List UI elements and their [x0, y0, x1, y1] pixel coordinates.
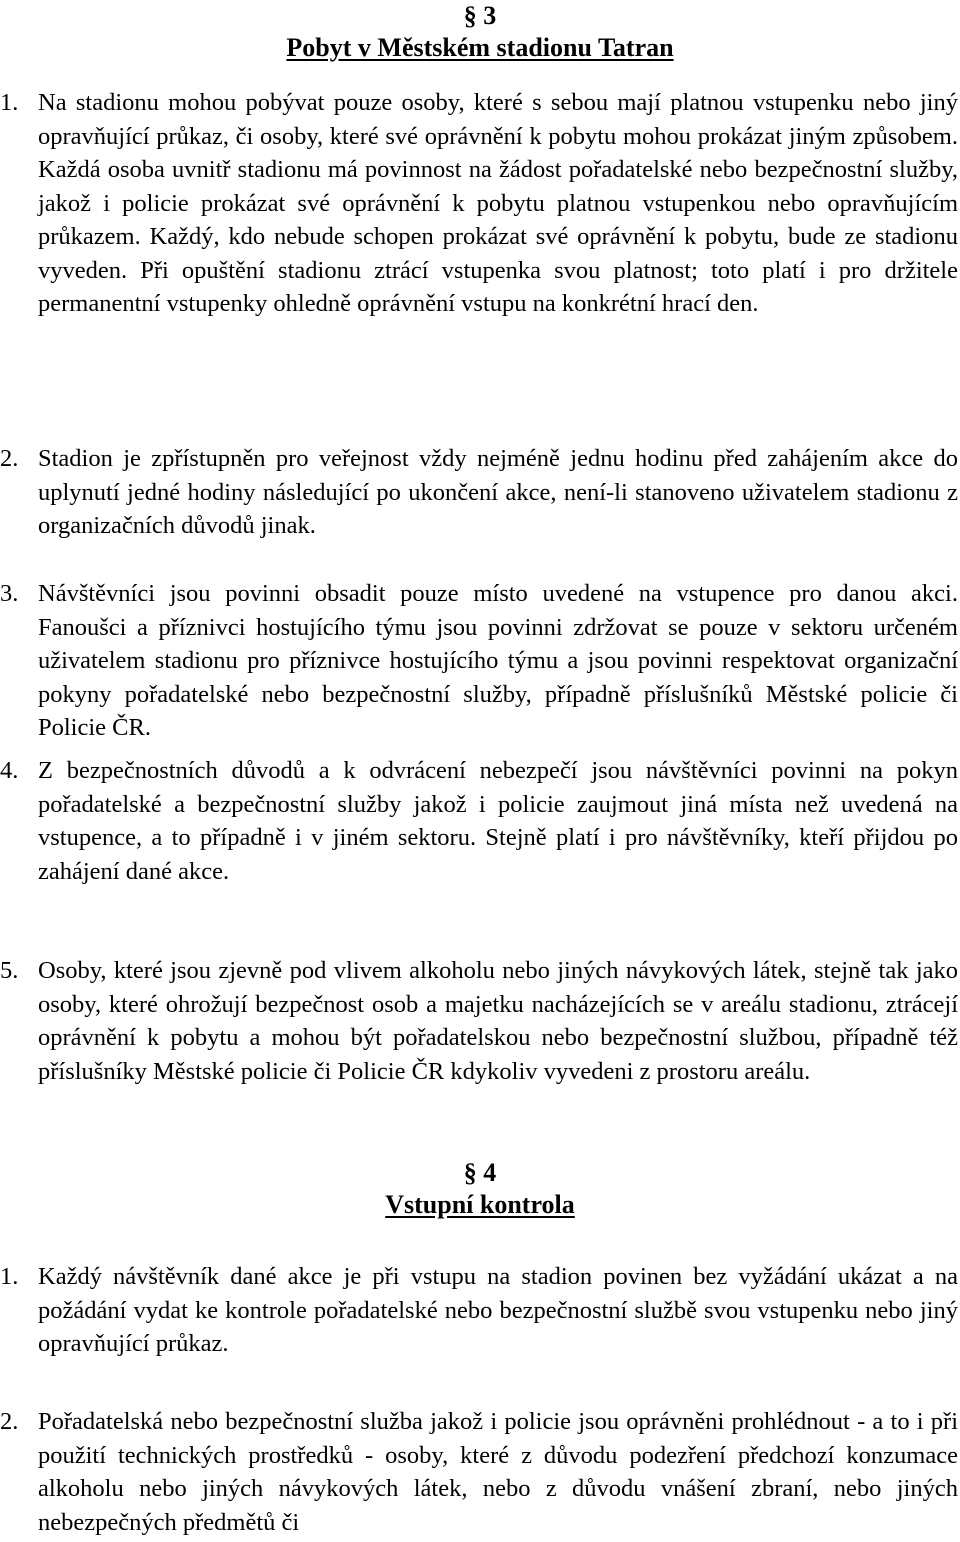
paragraph-number: 4.	[0, 757, 19, 784]
section-4-title: Vstupní kontrola	[385, 1190, 575, 1219]
section-3-paragraph-2	[0, 442, 960, 543]
section-3-paragraph-3	[0, 577, 960, 745]
paragraph-text: Osoby, které jsou zjevně pod vlivem alkoholu nebo jiných návykových látek, stejně tak jako osoby, které ohrožují bezpečnost osob a majetku nacházejících se v areálu stadionu, ztrácejí oprávnění k pobytu a mohou být pořadatelskou nebo bezpečnostní službou, případně též příslušníky Městské policie či Policie ČR kdykoliv vyvedeni z prostoru areálu.	[38, 957, 958, 1085]
paragraph-number: 1.	[0, 1263, 19, 1290]
section-4-paragraph-2	[0, 1405, 960, 1539]
section-4-paragraph-1	[0, 1260, 960, 1361]
section-3-heading	[0, 0, 960, 64]
section-3-symbol: § 3	[463, 1, 497, 30]
paragraph-number: 1.	[0, 89, 19, 116]
section-4-heading	[0, 1157, 960, 1221]
section-3-paragraph-5	[0, 954, 960, 1088]
section-3-paragraph-1	[0, 86, 960, 321]
paragraph-number: 3.	[0, 580, 19, 607]
section-4-symbol: § 4	[463, 1158, 497, 1187]
paragraph-number: 5.	[0, 957, 19, 984]
section-3-title: Pobyt v Městském stadionu Tatran	[286, 33, 674, 62]
paragraph-text: Z bezpečnostních důvodů a k odvrácení nebezpečí jsou návštěvníci povinni na pokyn pořadatelské a bezpečnostní služby jakož i policie zaujmout jiná místa než uvedená na vstupence, a to případně i v jiném sektoru. Stejně platí i pro návštěvníky, kteří přijdou po zahájení dané akce.	[38, 757, 958, 885]
paragraph-text: Každý návštěvník dané akce je při vstupu na stadion povinen bez vyžádání ukázat a na požádání vydat ke kontrole pořadatelské nebo bezpečnostní službě svou vstupenku nebo jiný opravňující průkaz.	[38, 1263, 958, 1357]
paragraph-number: 2.	[0, 445, 19, 472]
section-3-paragraph-4	[0, 754, 960, 888]
paragraph-text: Návštěvníci jsou povinni obsadit pouze místo uvedené na vstupence pro danou akci. Fanoušci a příznivci hostujícího týmu jsou povinni zdržovat se pouze v sektoru určeném uživatelem stadionu pro příznivce hostujícího týmu a jsou povinni respektovat organizační pokyny pořadatelské nebo bezpečnostní služby, případně příslušníků Městské policie či Policie ČR.	[38, 580, 958, 741]
paragraph-text: Pořadatelská nebo bezpečnostní služba jakož i policie jsou oprávněni prohlédnout - a to i při použití technických prostředků - osoby, které z důvodu podezření předchozí konzumace alkoholu nebo jiných návykových látek, nebo z důvodu vnášení zbraní, nebo jiných nebezpečných předmětů či	[38, 1408, 958, 1536]
paragraph-text: Na stadionu mohou pobývat pouze osoby, které s sebou mají platnou vstupenku nebo jiný opravňující průkaz, či osoby, které své oprávnění k pobytu mohou prokázat jiným způsobem. Každá osoba uvnitř stadionu má povinnost na žádost pořadatelské nebo bezpečnostní služby, jakož i policie prokázat své oprávnění k pobytu platnou vstupenkou nebo opravňujícím průkazem. Každý, kdo nebude schopen prokázat své oprávnění k pobytu, bude ze stadionu vyveden. Při opuštění stadionu ztrácí vstupenka svou platnost; toto platí i pro držitele permanentní vstupenky ohledně oprávnění vstupu na konkrétní hrací den.	[38, 89, 958, 317]
paragraph-text: Stadion je zpřístupněn pro veřejnost vždy nejméně jednu hodinu před zahájením akce do uplynutí jedné hodiny následující po ukončení akce, není-li stanoveno uživatelem stadionu z organizačních důvodů jinak.	[38, 445, 958, 539]
paragraph-number: 2.	[0, 1408, 19, 1435]
